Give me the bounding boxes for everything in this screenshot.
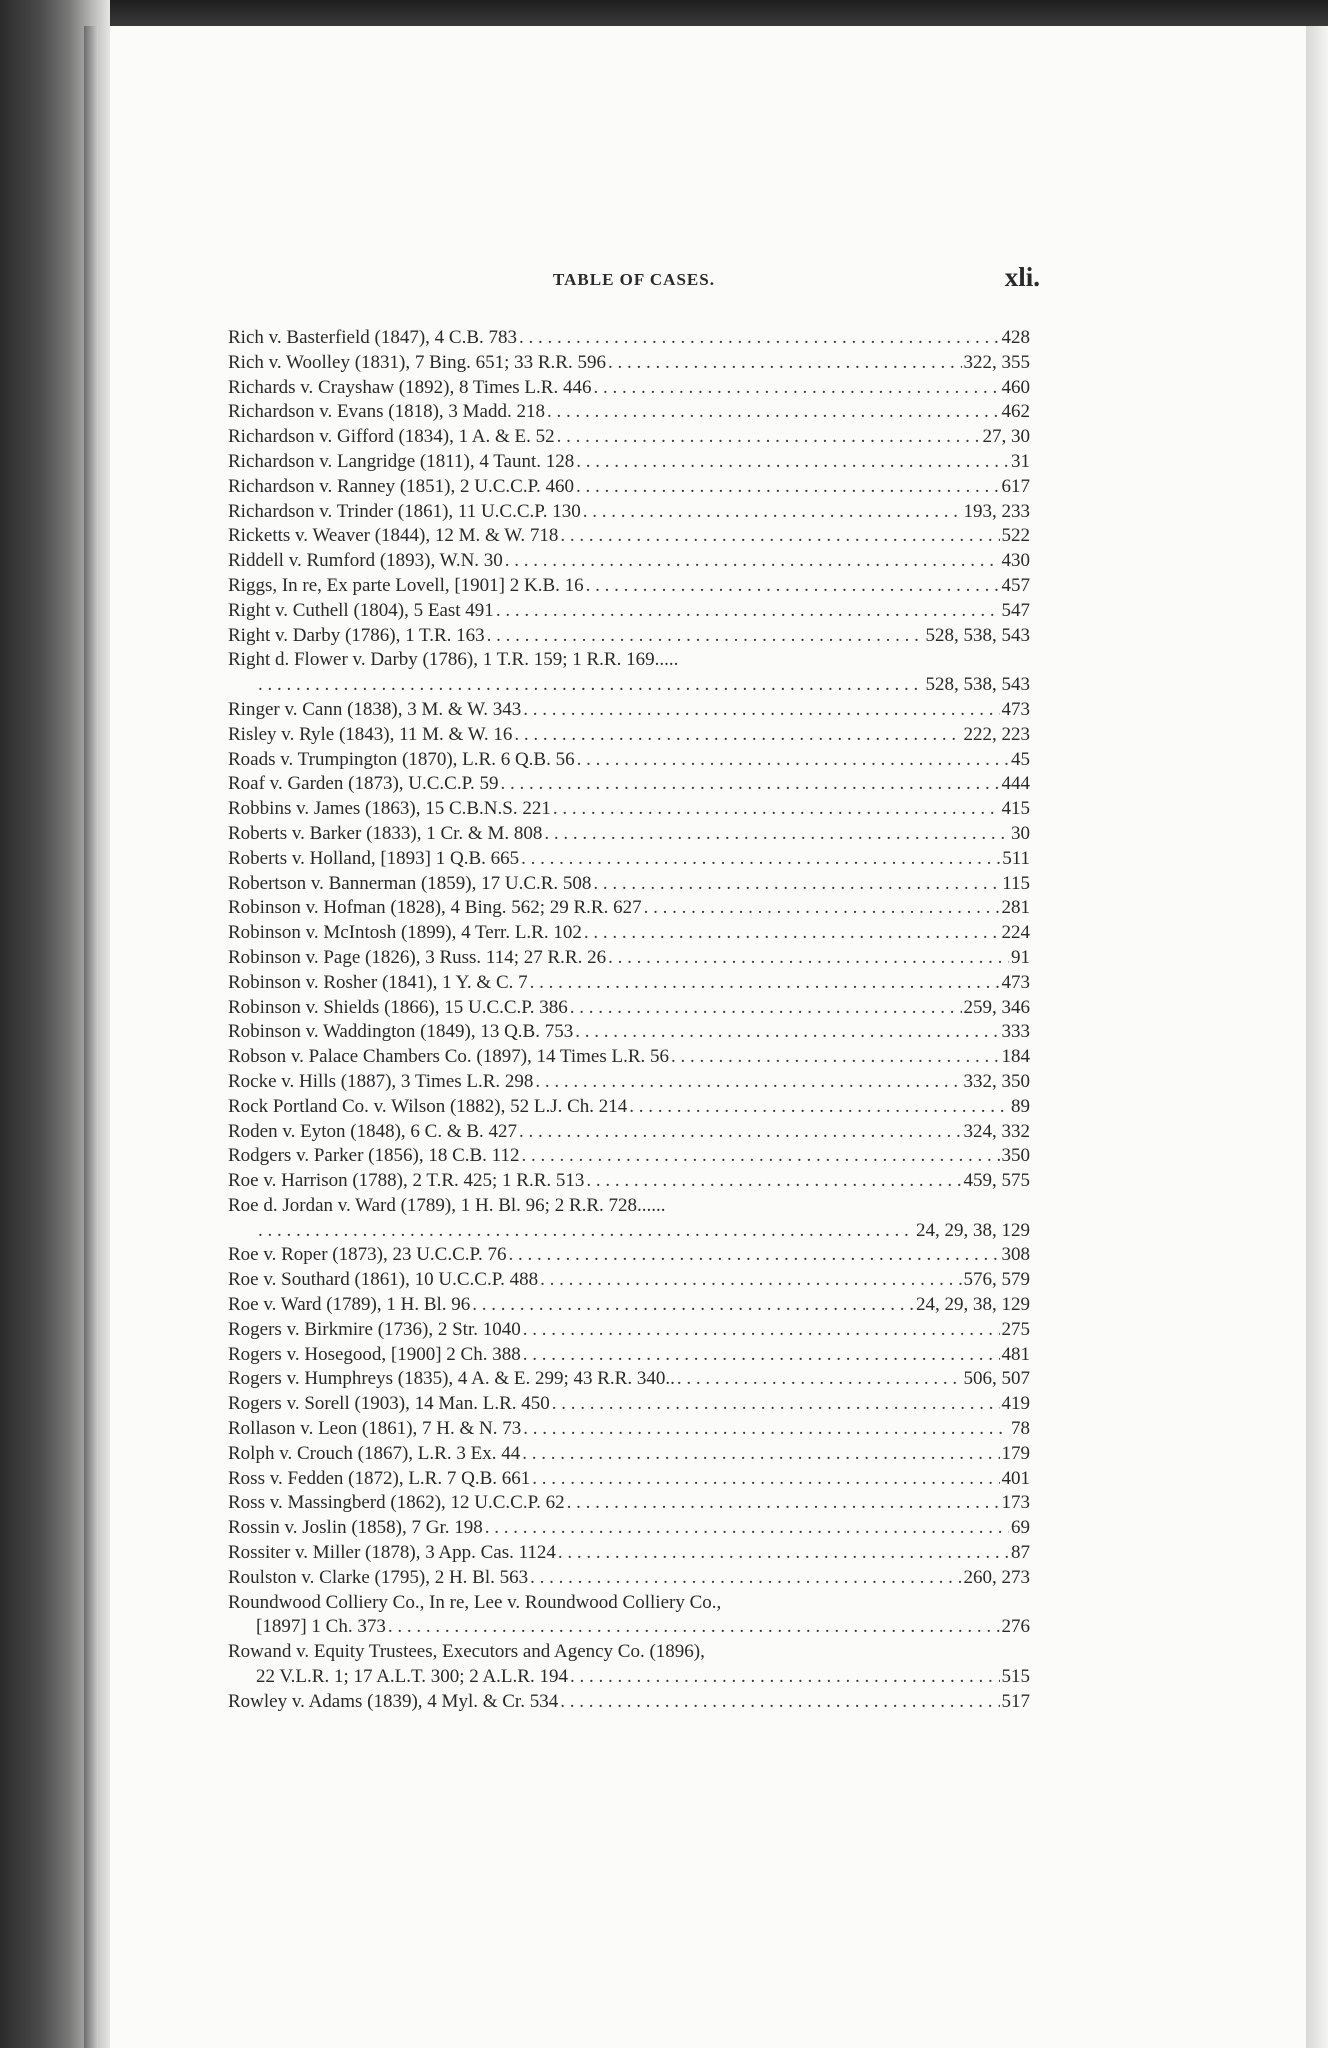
case-citation: [1897] 1 Ch. 373 xyxy=(256,1616,386,1638)
case-page-refs: 419 xyxy=(1001,1393,1030,1415)
case-page-refs: 69 xyxy=(1011,1517,1030,1539)
case-entry xyxy=(228,549,1030,574)
spine-groove xyxy=(84,26,98,2048)
case-citation: Right v. Darby (1786), 1 T.R. 163 xyxy=(228,624,485,646)
case-citation: Roundwood Colliery Co., In re, Lee v. Roundwood Colliery Co., xyxy=(228,1591,722,1613)
case-citation: Robertson v. Bannerman (1859), 17 U.C.R. 508 xyxy=(228,872,592,894)
dot-leader xyxy=(258,1219,914,1244)
case-entry xyxy=(228,748,1030,773)
case-page-refs: 350 xyxy=(1001,1145,1030,1167)
case-citation: Roden v. Eyton (1848), 6 C. & B. 427 xyxy=(228,1120,518,1142)
case-page-refs: 428 xyxy=(1001,327,1030,348)
case-entry xyxy=(228,1268,1030,1293)
case-page-refs: 324, 332 xyxy=(963,1120,1030,1142)
page-header xyxy=(228,240,1040,292)
dot-leader xyxy=(570,996,962,1021)
case-entry xyxy=(228,1640,1030,1665)
dot-leader xyxy=(576,475,999,500)
dot-leader xyxy=(514,723,961,748)
case-citation: Roe v. Ward (1789), 1 H. Bl. 96 xyxy=(228,1294,471,1316)
case-entry xyxy=(228,797,1030,822)
case-entry xyxy=(228,648,1030,673)
case-page-refs: 259, 346 xyxy=(963,996,1030,1018)
case-page-refs: 115 xyxy=(1002,872,1030,894)
dot-leader xyxy=(521,1144,999,1169)
case-citation: Ringer v. Cann (1838), 3 M. & W. 343 xyxy=(228,698,522,720)
case-citation: Rollason v. Leon (1861), 7 H. & N. 73 xyxy=(228,1418,522,1440)
case-page-refs: 473 xyxy=(1001,698,1030,720)
dot-leader xyxy=(521,847,1000,872)
case-page-refs: 224 xyxy=(1001,922,1030,944)
dot-leader xyxy=(505,549,1000,574)
case-citation: Richardson v. Evans (1818), 3 Madd. 218 xyxy=(228,401,545,423)
case-page-refs: 444 xyxy=(1001,773,1030,795)
case-entry xyxy=(228,1219,1030,1244)
dot-leader xyxy=(472,1293,914,1318)
case-page-refs: 462 xyxy=(1001,401,1030,423)
case-entry xyxy=(228,1020,1030,1045)
case-entry xyxy=(228,1491,1030,1516)
case-entry xyxy=(228,1070,1030,1095)
case-page-refs: 308 xyxy=(1001,1244,1030,1266)
dot-leader xyxy=(567,1491,1000,1516)
case-page-refs: 184 xyxy=(1001,1046,1030,1068)
case-page-refs: 193, 233 xyxy=(963,500,1030,522)
case-page-refs: 276 xyxy=(1001,1616,1030,1638)
case-entry xyxy=(228,872,1030,897)
case-citation: Rogers v. Hosegood, [1900] 2 Ch. 388 xyxy=(228,1343,521,1365)
dot-leader xyxy=(586,574,1000,599)
dot-leader xyxy=(557,425,981,450)
dot-leader xyxy=(258,673,924,698)
dot-leader xyxy=(487,624,924,649)
case-entry xyxy=(228,574,1030,599)
case-citation: Richards v. Crayshaw (1892), 8 Times L.R. 446 xyxy=(228,376,592,398)
scan-right-edge xyxy=(1306,26,1328,2048)
dot-leader xyxy=(523,698,999,723)
case-entry xyxy=(228,500,1030,525)
case-page-refs: 179 xyxy=(1001,1442,1030,1464)
case-citation: Robbins v. James (1863), 15 C.B.N.S. 221 xyxy=(228,798,551,820)
case-entry xyxy=(228,1615,1030,1640)
case-page-refs: 332, 350 xyxy=(963,1070,1030,1092)
case-entry xyxy=(228,1690,1030,1715)
case-entry xyxy=(228,1665,1030,1690)
case-entry xyxy=(228,723,1030,748)
case-citation: Ross v. Massingberd (1862), 12 U.C.C.P. 62 xyxy=(228,1492,565,1514)
case-entry xyxy=(228,946,1030,971)
case-page-refs: 27, 30 xyxy=(982,426,1030,448)
case-page-refs: 576, 579 xyxy=(963,1269,1030,1291)
case-page-refs: 528, 538, 543 xyxy=(925,674,1030,696)
case-entry xyxy=(228,1293,1030,1318)
case-entry xyxy=(228,400,1030,425)
case-entry xyxy=(228,1243,1030,1268)
case-citation: Roe v. Harrison (1788), 2 T.R. 425; 1 R.R. 513 xyxy=(228,1170,585,1192)
case-entry xyxy=(228,1367,1030,1392)
case-citation: Robinson v. Hofman (1828), 4 Bing. 562; 29 R.R. 627 xyxy=(228,897,642,919)
dot-leader xyxy=(496,599,1000,624)
case-entry xyxy=(228,624,1030,649)
dot-leader xyxy=(553,797,1000,822)
case-citation: Rogers v. Sorell (1903), 14 Man. L.R. 450 xyxy=(228,1393,550,1415)
case-citation: Roads v. Trumpington (1870), L.R. 6 Q.B. 56 xyxy=(228,748,575,770)
case-entry xyxy=(228,1467,1030,1492)
dot-leader xyxy=(522,1442,999,1467)
case-citation: Rich v. Basterfield (1847), 4 C.B. 783 xyxy=(228,327,518,348)
case-page-refs: 459, 575 xyxy=(963,1170,1030,1192)
case-entry xyxy=(228,1417,1030,1442)
dot-leader xyxy=(629,1095,1009,1120)
case-citation: Robinson v. Rosher (1841), 1 Y. & C. 7 xyxy=(228,971,528,993)
case-entry xyxy=(228,896,1030,921)
case-entry xyxy=(228,376,1030,401)
case-page-refs: 45 xyxy=(1011,748,1030,770)
case-page-refs: 322, 355 xyxy=(963,351,1030,373)
case-entry xyxy=(228,1392,1030,1417)
dot-leader xyxy=(558,1541,1009,1566)
dot-leader xyxy=(501,772,1000,797)
case-citation: Rogers v. Humphreys (1835), 4 A. & E. 299; 43 R.R. 340.. xyxy=(228,1368,675,1390)
case-citation: Roaf v. Garden (1873), U.C.C.P. 59 xyxy=(228,773,499,795)
case-citation: Right d. Flower v. Darby (1786), 1 T.R. 159; 1 R.R. 169..... xyxy=(228,649,679,671)
page-number: xli. xyxy=(1004,262,1040,292)
case-page-refs: 506, 507 xyxy=(963,1368,1030,1390)
case-citation: Roe v. Roper (1873), 23 U.C.C.P. 76 xyxy=(228,1244,507,1266)
case-entry xyxy=(228,1541,1030,1566)
case-entry xyxy=(228,1318,1030,1343)
case-citation: Riggs, In re, Ex parte Lovell, [1901] 2 K.B. 16 xyxy=(228,574,584,596)
dot-leader xyxy=(530,971,1000,996)
case-citation: Rock Portland Co. v. Wilson (1882), 52 L.J. Ch. 214 xyxy=(228,1095,628,1117)
case-entry xyxy=(228,1516,1030,1541)
dot-leader xyxy=(575,1020,999,1045)
case-page-refs: 173 xyxy=(1001,1492,1030,1514)
dot-leader xyxy=(644,896,1000,921)
case-citation: Robinson v. McIntosh (1899), 4 Terr. L.R. 102 xyxy=(228,922,582,944)
case-page-refs: 31 xyxy=(1011,450,1030,472)
dot-leader xyxy=(523,1318,1000,1343)
case-page-refs: 222, 223 xyxy=(963,723,1030,745)
case-entry xyxy=(228,326,1030,351)
case-citation: Roberts v. Barker (1833), 1 Cr. & M. 808 xyxy=(228,822,543,844)
dot-leader xyxy=(485,1516,1009,1541)
case-citation: Rolph v. Crouch (1867), L.R. 3 Ex. 44 xyxy=(228,1442,521,1464)
case-page-refs: 401 xyxy=(1001,1467,1030,1489)
case-entry xyxy=(228,1095,1030,1120)
case-page-refs: 24, 29, 38, 129 xyxy=(916,1219,1030,1241)
case-entry xyxy=(228,1194,1030,1219)
dot-leader xyxy=(523,1417,1009,1442)
case-page-refs: 281 xyxy=(1001,897,1030,919)
case-citation: Roberts v. Holland, [1893] 1 Q.B. 665 xyxy=(228,847,520,869)
case-page-refs: 457 xyxy=(1001,574,1030,596)
case-page-refs: 91 xyxy=(1011,946,1030,968)
case-page-refs: 528, 538, 543 xyxy=(925,624,1030,646)
case-citation: Robinson v. Shields (1866), 15 U.C.C.P. 386 xyxy=(228,996,568,1018)
case-entry xyxy=(228,1045,1030,1070)
case-page-refs: 517 xyxy=(1001,1690,1030,1712)
case-citation: 22 V.L.R. 1; 17 A.L.T. 300; 2 A.L.R. 194 xyxy=(256,1666,568,1688)
dot-leader xyxy=(593,376,999,401)
case-citation: Roe v. Southard (1861), 10 U.C.C.P. 488 xyxy=(228,1269,539,1291)
case-page-refs: 617 xyxy=(1001,475,1030,497)
dot-leader xyxy=(677,1367,962,1392)
table-of-cases-list xyxy=(228,326,1030,1715)
scan-top-border xyxy=(0,0,1328,26)
case-citation: Robinson v. Page (1826), 3 Russ. 114; 27 R.R. 26 xyxy=(228,946,607,968)
case-citation: Riddell v. Rumford (1893), W.N. 30 xyxy=(228,550,503,572)
dot-leader xyxy=(608,946,1009,971)
case-page-refs: 460 xyxy=(1001,376,1030,398)
case-citation: Rossiter v. Miller (1878), 3 App. Cas. 1124 xyxy=(228,1542,556,1564)
case-page-refs: 522 xyxy=(1001,525,1030,547)
case-entry xyxy=(228,673,1030,698)
case-page-refs: 473 xyxy=(1001,971,1030,993)
case-citation: Rowley v. Adams (1839), 4 Myl. & Cr. 534 xyxy=(228,1690,559,1712)
case-page-refs: 430 xyxy=(1001,550,1030,572)
case-entry xyxy=(228,475,1030,500)
case-citation: Rocke v. Hills (1887), 3 Times L.R. 298 xyxy=(228,1070,534,1092)
case-page-refs: 511 xyxy=(1002,847,1030,869)
dot-leader xyxy=(544,822,1009,847)
case-entry xyxy=(228,1442,1030,1467)
case-page-refs: 89 xyxy=(1011,1095,1030,1117)
case-entry xyxy=(228,524,1030,549)
case-page-refs: 515 xyxy=(1001,1666,1030,1688)
case-citation: Roulston v. Clarke (1795), 2 H. Bl. 563 xyxy=(228,1566,529,1588)
case-page-refs: 275 xyxy=(1001,1318,1030,1340)
case-entry xyxy=(228,1566,1030,1591)
dot-leader xyxy=(535,1070,961,1095)
dot-leader xyxy=(530,1566,961,1591)
dot-leader xyxy=(577,748,1009,773)
case-entry xyxy=(228,971,1030,996)
case-page-refs: 87 xyxy=(1011,1542,1030,1564)
case-entry xyxy=(228,1343,1030,1368)
case-citation: Richardson v. Ranney (1851), 2 U.C.C.P. 460 xyxy=(228,475,575,497)
case-entry xyxy=(228,1144,1030,1169)
dot-leader xyxy=(509,1243,1000,1268)
dot-leader xyxy=(671,1045,999,1070)
case-entry xyxy=(228,599,1030,624)
case-entry xyxy=(228,425,1030,450)
dot-leader xyxy=(576,450,1009,475)
case-entry xyxy=(228,1120,1030,1145)
dot-leader xyxy=(547,400,1000,425)
dot-leader xyxy=(586,1169,961,1194)
dot-leader xyxy=(584,921,1000,946)
case-citation: Rogers v. Birkmire (1736), 2 Str. 1040 xyxy=(228,1318,521,1340)
case-entry xyxy=(228,351,1030,376)
dot-leader xyxy=(593,872,1000,897)
case-citation: Richardson v. Trinder (1861), 11 U.C.C.P. 130 xyxy=(228,500,581,522)
case-citation: Richardson v. Langridge (1811), 4 Taunt. 128 xyxy=(228,450,575,472)
case-citation: Robinson v. Waddington (1849), 13 Q.B. 753 xyxy=(228,1021,574,1043)
case-entry xyxy=(228,1169,1030,1194)
case-citation: Rodgers v. Parker (1856), 18 C.B. 112 xyxy=(228,1145,520,1167)
case-page-refs: 547 xyxy=(1001,599,1030,621)
dot-leader xyxy=(532,1467,999,1492)
dot-leader xyxy=(608,351,962,376)
dot-leader xyxy=(583,500,962,525)
case-entry xyxy=(228,1591,1030,1616)
case-citation: Richardson v. Gifford (1834), 1 A. & E. 52 xyxy=(228,426,555,448)
case-entry xyxy=(228,772,1030,797)
case-entry xyxy=(228,822,1030,847)
dot-leader xyxy=(570,1665,1000,1690)
case-citation: Rossin v. Joslin (1858), 7 Gr. 198 xyxy=(228,1517,483,1539)
case-entry xyxy=(228,996,1030,1021)
dot-leader xyxy=(560,1690,999,1715)
case-page-refs: 415 xyxy=(1001,798,1030,820)
case-page-refs: 333 xyxy=(1001,1021,1030,1043)
case-entry xyxy=(228,698,1030,723)
case-entry xyxy=(228,450,1030,475)
case-citation: Right v. Cuthell (1804), 5 East 491 xyxy=(228,599,494,621)
case-citation: Risley v. Ryle (1843), 11 M. & W. 16 xyxy=(228,723,513,745)
case-citation: Ross v. Fedden (1872), L.R. 7 Q.B. 661 xyxy=(228,1467,531,1489)
case-page-refs: 78 xyxy=(1011,1418,1030,1440)
dot-leader xyxy=(523,1343,1000,1368)
dot-leader xyxy=(519,326,999,351)
dot-leader xyxy=(560,524,999,549)
case-entry xyxy=(228,921,1030,946)
dot-leader xyxy=(540,1268,961,1293)
running-head: TABLE OF CASES. xyxy=(553,270,715,289)
dot-leader xyxy=(519,1120,961,1145)
dot-leader xyxy=(388,1615,1000,1640)
case-page-refs: 30 xyxy=(1011,822,1030,844)
case-citation: Roe d. Jordan v. Ward (1789), 1 H. Bl. 96; 2 R.R. 728...... xyxy=(228,1194,666,1216)
case-citation: Robson v. Palace Chambers Co. (1897), 14 Times L.R. 56 xyxy=(228,1046,670,1068)
case-page-refs: 260, 273 xyxy=(963,1566,1030,1588)
case-citation: Rowand v. Equity Trustees, Executors and Agency Co. (1896), xyxy=(228,1641,705,1663)
case-page-refs: 24, 29, 38, 129 xyxy=(916,1294,1030,1316)
case-citation: Ricketts v. Weaver (1844), 12 M. & W. 718 xyxy=(228,525,559,547)
case-entry xyxy=(228,847,1030,872)
dot-leader xyxy=(552,1392,1000,1417)
case-citation: Rich v. Woolley (1831), 7 Bing. 651; 33 R.R. 596 xyxy=(228,351,606,373)
case-page-refs: 481 xyxy=(1001,1343,1030,1365)
